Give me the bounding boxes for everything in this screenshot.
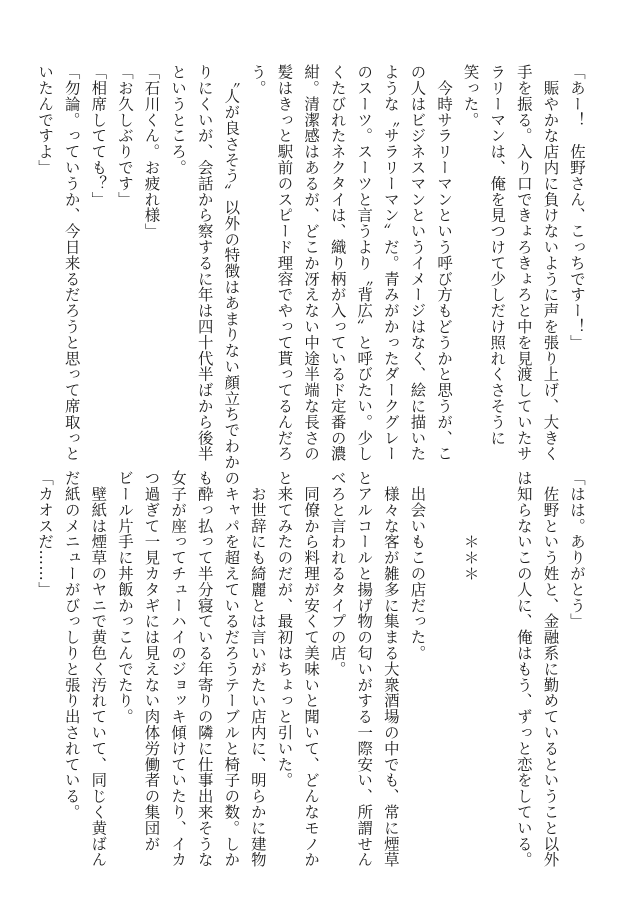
text-line [484, 470, 511, 870]
text-line: 〝人が良さそう〟以外の特徴はあまりない顔立ちでわか [222, 64, 241, 470]
text-line: つ過ぎて一見カタギには見えない肉体労働者の集団が [142, 470, 161, 852]
text-line: いたんですよ」 [36, 64, 55, 176]
text-line: のキャパを超えているだろうテーブルと椅子の数。しか [222, 470, 241, 868]
text-line: 壁紙は煙草のヤニで黄色く汚れていて、同じく黄ばん [89, 470, 108, 868]
text-line: と来てみたのだが、最初はちょっと引いた。 [275, 470, 294, 788]
lower-text-block [32, 470, 590, 870]
text-line: ラリーマンは、俺を見つけて少しだけ照れくさそうに [488, 64, 507, 446]
text-line: というところ。 [169, 64, 188, 176]
text-line: 手を振る。入り口できょろきょろと中を見渡していたサ [514, 64, 533, 462]
text-line: 「勿論。っていうか、今日来るだろうと思って席取っと [62, 64, 81, 462]
text-line: 笑った。 [461, 64, 480, 128]
text-line: 「はは。ありがとう」 [568, 470, 586, 629]
text-line: 佐野という姓と、金融系に勤めているということ以外 [541, 470, 560, 868]
text-line: は知らないこの人に、俺はもう、ずっと恋をしている。 [514, 470, 533, 868]
text-line: 「お久しぶりです」 [115, 64, 134, 208]
upper-text-block [32, 64, 590, 470]
text-line: 賑やかな店内に負けないように声を張り上げ、大きく [541, 64, 560, 462]
text-line: りにくいが、会話から察するに年は四十代半ばから後半 [195, 64, 214, 462]
text-line: 女子が座ってチューハイのジョッキ傾けていたり、イカ [169, 470, 188, 868]
text-line: ような〝サラリーマン〟だ。青みがかったダークグレー [381, 64, 400, 462]
text-line: 出会いもこの店だった。 [408, 470, 427, 661]
text-line [430, 470, 457, 870]
text-line: 髪はきっと駅前のスピード理容でやって貰ってるんだろ [275, 64, 294, 462]
text-line: とアルコールと揚げ物の匂いがする一際安い、所謂せん [355, 470, 374, 868]
text-line: の人はビジネスマンというイメージはなく、絵に描いた [408, 64, 427, 462]
text-line: 今時サラリーマンという呼び方もどうかと思うが、こ [435, 64, 454, 462]
text-line: ＊＊＊ [461, 470, 480, 582]
text-line: う。 [248, 64, 267, 96]
text-line: 様々な客が雑多に集まる大衆酒場の中でも、常に煙草 [381, 470, 400, 868]
text-line: 同僚から料理が安くて美味いと聞いて、どんなモノか [302, 470, 321, 868]
text-line: べろと言われるタイプの店。 [328, 470, 347, 677]
text-line: お世辞にも綺麗とは言いがたい店内に、明らかに建物 [248, 470, 267, 868]
text-line: だ紙のメニューがびっしりと張り出されている。 [62, 470, 81, 820]
text-line: ビール片手に丼飯かっこんでたり。 [115, 470, 134, 725]
text-line: 「石川くん。お疲れ様」 [142, 64, 161, 239]
text-line: のスーツ。スーツと言うより〝背広〟と呼びたい。少し [355, 64, 374, 462]
text-line: 「あー！ 佐野さん、こっちですー！」 [568, 64, 586, 351]
text-line: 「相席してても？」 [89, 64, 108, 208]
text-line: 紺。清潔感はあるが、どこか冴えない中途半端な長さの [302, 64, 321, 462]
text-line: も酔っ払って半分寝ている年寄りの隣に仕事出来そうな [195, 470, 214, 868]
text-line: 「カオスだ……」 [36, 470, 55, 598]
text-line: くたびれたネクタイは、織り柄が入っているド定番の濃 [328, 64, 347, 462]
